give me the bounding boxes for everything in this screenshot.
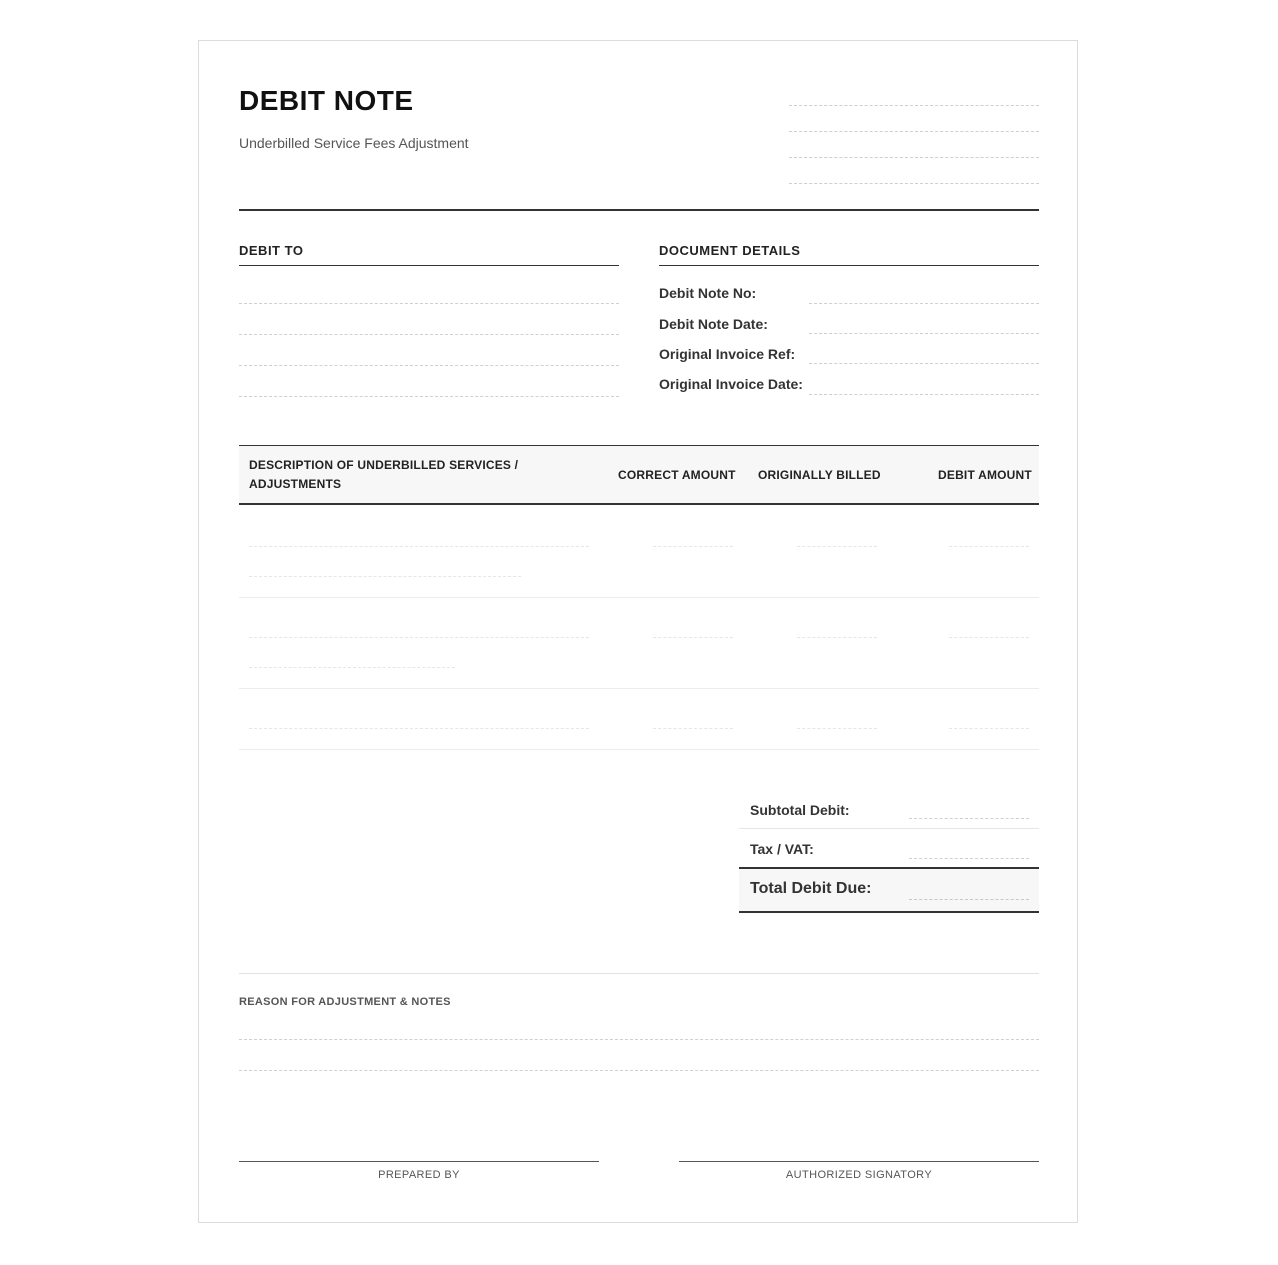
debit-to-rule — [239, 265, 619, 266]
row-2-debit-amount[interactable] — [949, 637, 1029, 638]
notes-line-1[interactable] — [239, 1039, 1039, 1040]
row-1-description-line-2[interactable] — [249, 576, 521, 577]
row-1-description-line-1[interactable] — [249, 546, 589, 547]
row-2-originally-billed[interactable] — [797, 637, 877, 638]
header-blank-line-2[interactable] — [789, 131, 1039, 132]
notes-divider — [239, 973, 1039, 974]
subtotal-separator — [739, 828, 1039, 829]
row-3-correct-amount[interactable] — [653, 728, 733, 729]
total-debit-due-label: Total Debit Due: — [750, 880, 872, 897]
row-2-description-line-2[interactable] — [249, 667, 455, 668]
debit-note-date-label: Debit Note Date: — [659, 316, 768, 332]
debit-to-line-3[interactable] — [239, 365, 619, 366]
row-1-debit-amount[interactable] — [949, 546, 1029, 547]
debit-amount-header: DEBIT AMOUNT — [938, 468, 1032, 482]
row-1-separator — [239, 597, 1039, 598]
authorized-signatory-line[interactable] — [679, 1161, 1039, 1162]
tax-vat-field[interactable] — [909, 858, 1029, 859]
document-details-rule — [659, 265, 1039, 266]
header-blank-line-3[interactable] — [789, 157, 1039, 158]
page-title: DEBIT NOTE — [239, 85, 414, 116]
debit-note-date-field[interactable] — [809, 333, 1039, 334]
debit-note-no-label: Debit Note No: — [659, 285, 757, 301]
notes-title: REASON FOR ADJUSTMENT & NOTES — [239, 996, 451, 1008]
row-3-separator — [239, 749, 1039, 750]
tax-vat-label: Tax / VAT: — [750, 841, 814, 857]
row-3-debit-amount[interactable] — [949, 728, 1029, 729]
total-debit-due-field[interactable] — [909, 899, 1029, 900]
description-header-line-1: DESCRIPTION OF UNDERBILLED SERVICES / — [249, 458, 519, 472]
debit-to-line-2[interactable] — [239, 334, 619, 335]
notes-line-2[interactable] — [239, 1070, 1039, 1071]
authorized-signatory-label: AUTHORIZED SIGNATORY — [785, 1169, 933, 1181]
debit-to-line-1[interactable] — [239, 303, 619, 304]
document-details-title: DOCUMENT DETAILS — [659, 243, 801, 258]
header-blank-line-4[interactable] — [789, 183, 1039, 184]
correct-amount-header: CORRECT AMOUNT — [618, 468, 736, 482]
row-3-originally-billed[interactable] — [797, 728, 877, 729]
original-invoice-date-label: Original Invoice Date: — [659, 376, 803, 392]
prepared-by-label: PREPARED BY — [378, 1169, 460, 1181]
row-1-correct-amount[interactable] — [653, 546, 733, 547]
subtotal-debit-label: Subtotal Debit: — [750, 802, 850, 818]
original-invoice-date-field[interactable] — [809, 394, 1039, 395]
description-header-line-2: ADJUSTMENTS — [249, 477, 342, 491]
debit-note-page — [198, 40, 1078, 1223]
header-blank-line-1[interactable] — [789, 105, 1039, 106]
row-3-description-line-1[interactable] — [249, 728, 589, 729]
page-subtitle: Underbilled Service Fees Adjustment — [239, 135, 469, 151]
debit-to-title: DEBIT TO — [239, 243, 304, 258]
debit-to-line-4[interactable] — [239, 396, 619, 397]
original-invoice-ref-field[interactable] — [809, 363, 1039, 364]
line-items-table-header — [239, 445, 1039, 505]
debit-note-no-field[interactable] — [809, 303, 1039, 304]
prepared-by-signature-line[interactable] — [239, 1161, 599, 1162]
originally-billed-header: ORIGINALLY BILLED — [758, 468, 881, 482]
row-2-correct-amount[interactable] — [653, 637, 733, 638]
header-divider — [239, 209, 1039, 211]
row-2-separator — [239, 688, 1039, 689]
total-debit-due-box — [739, 867, 1039, 913]
original-invoice-ref-label: Original Invoice Ref: — [659, 346, 796, 362]
subtotal-debit-field[interactable] — [909, 818, 1029, 819]
row-2-description-line-1[interactable] — [249, 637, 589, 638]
row-1-originally-billed[interactable] — [797, 546, 877, 547]
